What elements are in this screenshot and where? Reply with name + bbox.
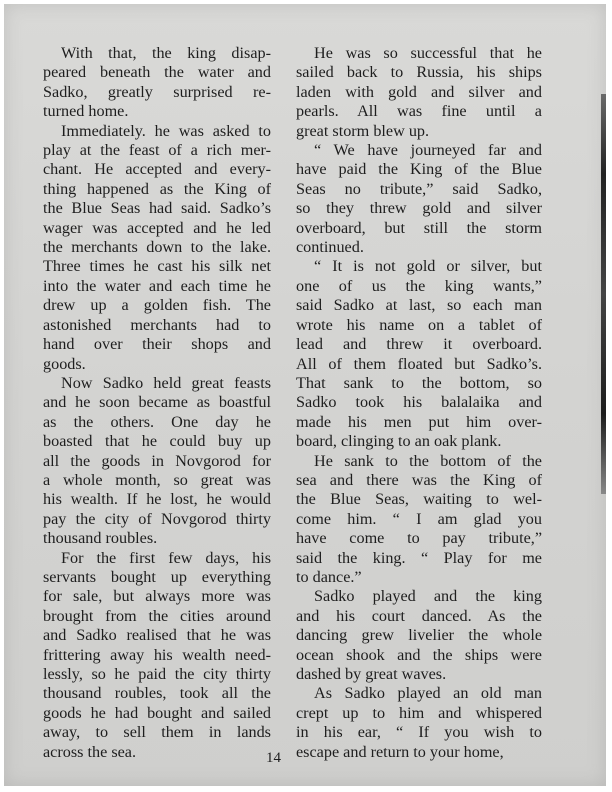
text-line: lead and threw it overboard. [296,335,542,354]
text-line: laden with gold and silver and [296,82,542,101]
text-line: have come to pay tribute,” [296,529,542,548]
text-line: brought from the cities around [43,606,271,625]
text-line: overboard, but still the storm [296,218,542,237]
text-line: lessly, so he paid the city thirty [43,665,271,683]
text-line: Seas no tribute,” said Sadko, [296,179,542,198]
text-line: frittering away his wealth need- [43,645,271,664]
text-line: Sadko played and the king [314,587,542,606]
text-line: servants bought up everything [43,567,271,586]
paragraph [43,374,271,549]
text-line: Sadko, greatly surprised re- [43,82,271,101]
text-line: and his court danced. As the [296,606,542,625]
text-line: “ We have journeyed far and [314,141,542,160]
paragraph [43,549,271,762]
text-line: goods he had bought and sailed [43,703,271,722]
text-line: He was so successful that he [314,44,542,62]
text-line: pearls. All was fine until a [296,102,542,121]
text-line: pay the city of Novgorod thirty [43,509,271,528]
text-line: Three times he cast his silk net [43,257,271,276]
text-line: ocean shook and the ships were [296,645,542,664]
page-number: 14 [266,750,281,766]
text-line: the Blue Seas, waiting to wel- [296,490,542,509]
paragraph [296,684,542,762]
text-line: all the goods in Novgorod for [43,451,271,470]
text-line: across the sea. [43,742,137,761]
text-line: He sank to the bottom of the [314,451,542,470]
text-line: great storm blew up. [296,121,430,140]
text-line: made his men put him over- [296,412,542,431]
text-line: Now Sadko held great feasts [61,373,271,392]
text-line: crept up to him and whispered [296,703,542,722]
text-line: sailed back to Russia, his ships [296,63,542,82]
text-line: “ It is not gold or silver, but [314,257,542,276]
text-line: have paid the King of the Blue [296,160,542,179]
text-line: With that, the king disap- [61,44,271,62]
text-line: play at the feast of a rich mer- [43,141,271,160]
text-line: the Blue Seas had said. Sadko’s [43,199,271,218]
paragraph [296,452,542,588]
text-line: said the king. “ Play for me [296,548,542,567]
text-line: boasted that he could buy up [43,432,271,451]
book-spine-shadow [601,94,606,494]
text-line: peared beneath the water and [43,63,271,82]
text-line: his wealth. If he lost, he would [43,490,271,509]
text-line: the merchants down to the lake. [43,238,271,257]
text-line: escape and return to your home, [296,742,504,761]
left-column [43,44,271,762]
paragraph [296,44,542,141]
text-line: a whole month, so great was [43,470,271,489]
text-line: thousand roubles. [43,529,158,548]
text-line: dancing grew livelier the whole [296,626,542,645]
text-line: said Sadko at last, so each man [296,296,542,315]
text-line: Sadko took his balalaika and [296,393,542,412]
text-line: sea and there was the King of [296,470,542,489]
text-line: as the others. One day he [43,412,271,431]
text-line: for sale, but always more was [43,587,271,606]
text-line: thing happened as the King of [43,179,271,198]
text-line: into the water and each time he [43,276,271,295]
text-line: and he soon became as boastful [43,393,271,412]
text-line: in his ear, “ If you wish to [296,723,542,742]
right-column [296,44,542,762]
book-page [4,4,606,786]
text-line: continued. [296,238,364,257]
text-line: Immediately. he was asked to [61,121,271,140]
text-line: goods. [43,354,86,373]
text-line: For the first few days, his [61,548,271,567]
text-line: All of them floated but Sadko’s. [296,354,542,373]
text-line: come him. “ I am glad you [296,509,542,528]
text-line: astonished merchants had to [43,315,271,334]
text-line: board, clinging to an oak plank. [296,432,502,451]
paragraph [296,141,542,257]
text-line: drew up a golden fish. The [43,296,271,315]
text-line: chant. He accepted and every- [43,160,271,179]
paragraph [296,587,542,684]
text-line: to dance.” [296,567,362,586]
paragraph [43,122,271,374]
text-line: away, to sell them in lands [43,723,271,742]
text-line: wager was accepted and he led [43,218,271,237]
text-line: turned home. [43,102,129,121]
text-line: and Sadko realised that he was [43,626,271,645]
text-line: dashed by great waves. [296,665,447,683]
text-line: hand over their shops and [43,335,271,354]
paragraph [43,44,271,122]
text-line: thousand roubles, took all the [43,684,271,703]
text-line: That sank to the bottom, so [296,373,542,392]
paragraph [296,257,542,451]
text-line: wrote his name on a tablet of [296,315,542,334]
text-line: one of us the king wants,” [296,276,542,295]
text-line: As Sadko played an old man [314,684,542,703]
text-line: so they threw gold and silver [296,199,542,218]
